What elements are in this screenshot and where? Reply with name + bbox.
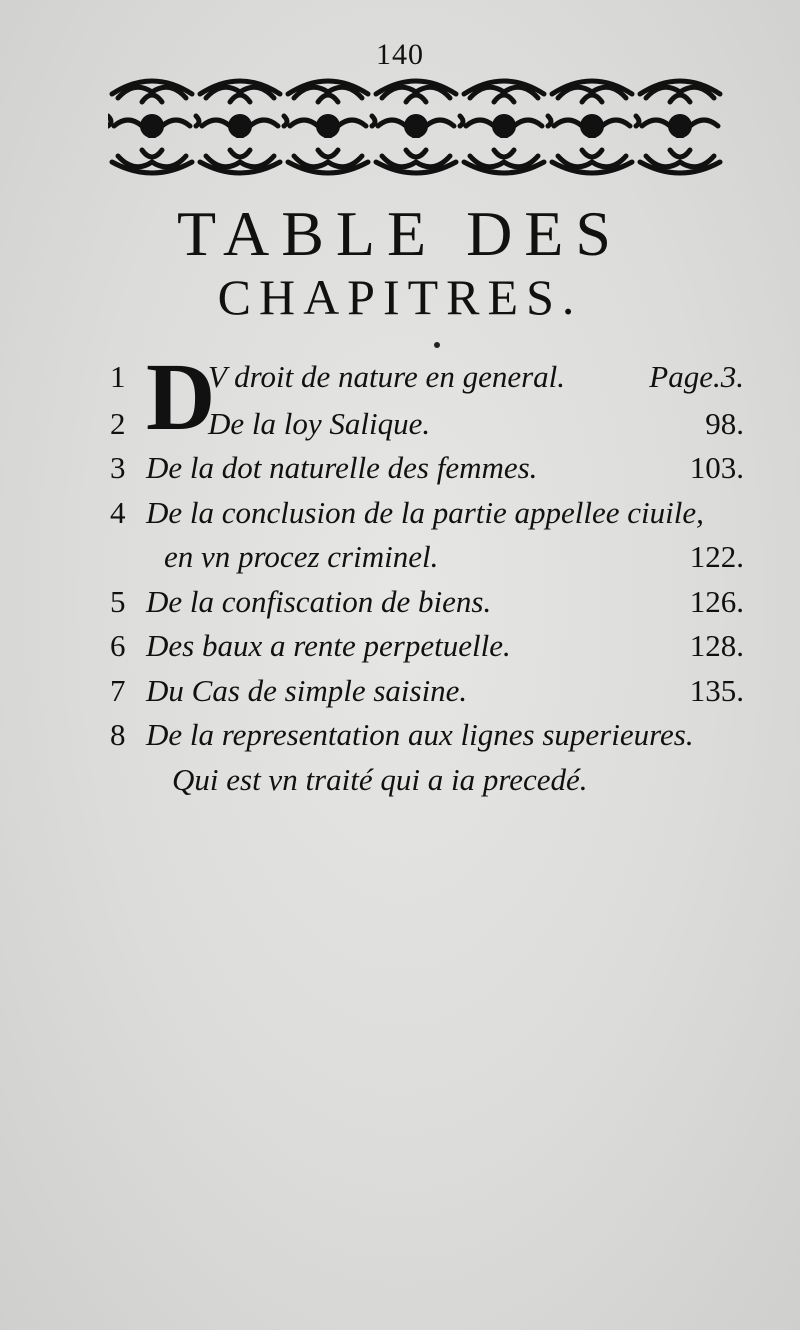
drop-cap: D [146,343,216,450]
chapter-number: 2 [110,405,126,441]
toc-row [108,535,744,579]
chapter-page: 126. [689,583,744,619]
toc-row [108,491,744,535]
chapter-page: 135. [689,672,744,708]
page-title-line-2: CHAPITRES. [217,269,583,325]
chapter-number: 8 [110,717,126,752]
page-title-line-1: TABLE DES [177,198,623,269]
toc-row [108,758,744,802]
chapter-number: 1 [110,359,126,394]
chapter-title: Qui est vn traité qui a ia precedé. [172,761,588,797]
chapter-number: 6 [110,628,126,663]
chapter-number: 5 [110,583,126,619]
toc-row [108,669,744,713]
chapter-page: 98. [705,405,744,441]
floral-headpiece-ornament-icon [108,72,724,180]
toc-row [108,624,744,668]
chapter-title: De la conclusion de la partie appellee ciuile, [146,494,704,530]
chapter-title: De la dot naturelle des femmes. [146,450,538,485]
chapter-page: Page.3. [649,359,744,394]
chapter-title: De la confiscation de biens. [146,583,492,619]
chapter-number: 7 [110,672,126,708]
toc-row [108,580,744,624]
chapter-title: Du Cas de simple saisine. [146,672,468,708]
chapter-page: 122. [689,539,744,574]
toc-row [108,446,744,490]
chapter-title: en vn procez criminel. [164,539,439,574]
chapter-title: Des baux a rente perpetuelle. [146,628,511,663]
chapter-title: V droit de nature en general. [208,359,566,394]
chapter-page: 103. [689,450,744,485]
chapter-page: 128. [689,628,744,663]
chapter-number: 3 [110,450,126,485]
page-number: 140 [376,38,424,71]
chapter-number: 4 [110,494,126,530]
title-dot [434,342,440,348]
chapter-title: De la representation aux lignes superieures. [146,717,694,752]
toc-row [108,402,744,446]
chapter-title: De la loy Salique. [208,405,431,441]
toc-row [108,713,744,757]
